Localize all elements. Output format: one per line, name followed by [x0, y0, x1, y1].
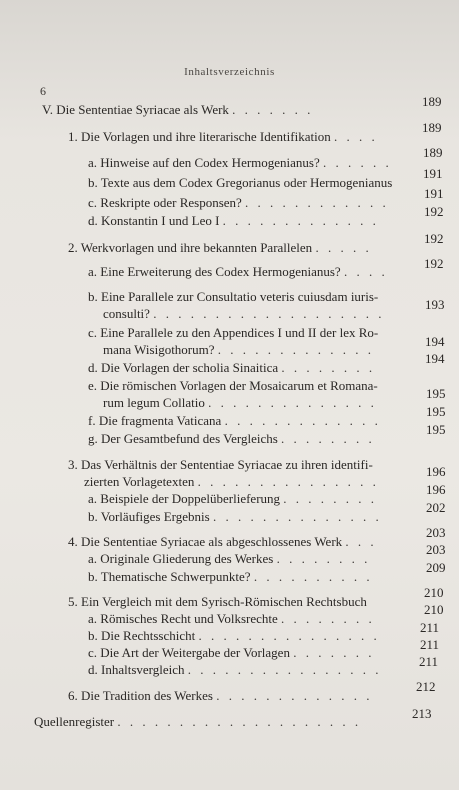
- toc-entry-text: a. Eine Erweiterung des Codex Hermogenianus?: [88, 264, 341, 279]
- toc-entry-text: mana Wisigothorum?: [103, 342, 215, 357]
- toc-entry-text: f. Die fragmenta Vaticana: [88, 413, 222, 428]
- toc-entry-dots: . . .: [345, 534, 377, 549]
- toc-entry: [88, 155, 392, 170]
- toc-entry-dots: . . . .: [343, 264, 388, 279]
- toc-entry: [84, 474, 379, 489]
- toc-entry-text: Quellenregister: [34, 714, 115, 729]
- toc-entry-page: 212: [416, 679, 436, 694]
- toc-entry-dots: . . . . . . . . . . . . . . . .: [187, 662, 382, 677]
- toc-entry: [88, 213, 379, 228]
- toc-entry-page: 193: [425, 297, 445, 312]
- toc-entry-dots: . . . . . . . . . . . . .: [216, 688, 373, 703]
- toc-entry-text: d. Inhaltsvergleich: [88, 662, 185, 677]
- toc-entry: [68, 688, 372, 703]
- toc-entry-dots: . . . . . . . . . . . . . . . . . . . .: [117, 714, 362, 729]
- toc-entry-text: b. Eine Parallele zur Consultatio veteris cuiusdam iuris-: [88, 289, 379, 304]
- toc-entry: [88, 360, 375, 375]
- toc-entry-page: 210: [424, 585, 444, 600]
- toc-entry-text: 3. Das Verhältnis der Sententiae Syriacae zu ihren identifi-: [68, 457, 373, 472]
- toc-entry: [68, 457, 373, 472]
- toc-entry: [103, 395, 377, 410]
- toc-entry-text: consulti?: [103, 306, 150, 321]
- toc-entry: [68, 594, 367, 609]
- toc-entry-dots: . . . . . . . .: [281, 360, 376, 375]
- toc-entry-text: c. Reskripte oder Responsen?: [88, 195, 242, 210]
- toc-entry: [88, 569, 373, 584]
- toc-entry-dots: . . . . . . . . . . . . .: [222, 213, 379, 228]
- toc-entry-text: d. Die Vorlagen der scholia Sinaitica: [88, 360, 279, 375]
- toc-entry-text: g. Der Gesamtbefund des Vergleichs: [88, 431, 278, 446]
- toc-entry-dots: . . . . . . . .: [281, 611, 375, 626]
- toc-entry-text: c. Die Art der Weitergabe der Vorlagen: [88, 645, 290, 660]
- toc-entry-text: zierten Vorlagetexten: [84, 474, 195, 489]
- toc-entry-page: 189: [423, 145, 443, 160]
- toc-entry-page: 203: [426, 542, 446, 557]
- toc-entry-text: b. Die Rechtsschicht: [88, 628, 196, 643]
- toc-entry-dots: . . . . . . . . . . . . .: [217, 342, 375, 357]
- toc-entry: [68, 534, 377, 549]
- toc-entry-dots: . . . . . . . . . . . . . . .: [197, 474, 379, 489]
- toc-entry: [88, 195, 389, 210]
- toc-entry: [88, 611, 375, 626]
- toc-entry-text: V. Die Sententiae Syriacae als Werk: [42, 102, 229, 117]
- toc-entry-dots: . . . . . . . .: [276, 551, 371, 566]
- toc-entry-text: a. Beispiele der Doppelüberlieferung: [88, 491, 281, 506]
- toc-entry-page: 192: [424, 231, 444, 246]
- toc-entry-page: 210: [424, 602, 444, 617]
- toc-entry-dots: . . . . . . . .: [283, 491, 378, 506]
- toc-entry-page: 195: [426, 404, 446, 419]
- toc-entry-dots: . . . . . . . .: [281, 431, 375, 446]
- toc-entry-page: 195: [426, 386, 446, 401]
- toc-entry-text: a. Hinweise auf den Codex Hermogenianus?: [88, 155, 320, 170]
- toc-entry: [42, 102, 313, 117]
- toc-entry-page: 195: [426, 422, 446, 437]
- toc-entry-text: b. Thematische Schwerpunkte?: [88, 569, 251, 584]
- toc-entry-text: 4. Die Sententiae Syriacae als abgeschlossenes Werk: [68, 534, 343, 549]
- toc-entry-page: 189: [422, 94, 442, 109]
- toc-entry: [88, 175, 392, 190]
- toc-entry-dots: . . . . . . .: [293, 645, 375, 660]
- toc-entry: [88, 645, 374, 660]
- toc-entry-page: 196: [426, 482, 446, 497]
- toc-entry: [103, 342, 374, 357]
- toc-entry-dots: . . . . . . . . . . . . . .: [212, 509, 382, 524]
- page-number: 6: [40, 84, 46, 98]
- toc-entry-text: b. Vorläufiges Ergebnis: [88, 509, 210, 524]
- toc-entry-dots: . . . . . . . . . . . . . .: [208, 395, 377, 410]
- toc-entry-dots: . . . . . . . . . . . . .: [224, 413, 381, 428]
- toc-entry: [88, 378, 378, 393]
- toc-entry-dots: . . . . . . . . . . . . . . .: [198, 628, 380, 643]
- toc-entry: [88, 662, 382, 677]
- toc-entry-page: 211: [420, 620, 440, 635]
- toc-entry-page: 191: [424, 186, 444, 201]
- toc-entry-text: a. Römisches Recht und Volksrechte: [88, 611, 278, 626]
- toc-entry-dots: . . . . . . . . . . . .: [245, 195, 389, 210]
- toc-entry-text: 1. Die Vorlagen und ihre literarische Identifikation: [68, 129, 331, 144]
- toc-entry-page: 211: [420, 637, 440, 652]
- toc-entry-dots: . . . .: [333, 129, 378, 144]
- toc-entry-page: 213: [412, 706, 432, 721]
- toc-entry-dots: . . . . . . . . . .: [253, 569, 373, 584]
- toc-entry-page: 194: [425, 351, 445, 366]
- running-head: Inhaltsverzeichnis: [184, 66, 275, 78]
- toc-entry-dots: . . . . . . . . . . . . . . . . . . .: [153, 306, 385, 321]
- toc-entry-page: 189: [422, 120, 442, 135]
- toc-entry-text: rum legum Collatio: [103, 395, 205, 410]
- toc-entry: [88, 628, 380, 643]
- toc-entry-page: 211: [419, 654, 439, 669]
- toc-entry: [88, 289, 378, 304]
- toc-entry-text: 2. Werkvorlagen und ihre bekannten Parallelen: [68, 240, 313, 255]
- toc-entry-page: 191: [423, 166, 443, 181]
- toc-entry: [88, 264, 388, 279]
- toc-entry-page: 203: [426, 525, 446, 540]
- toc-entry: [68, 129, 378, 144]
- toc-entry-text: e. Die römischen Vorlagen der Mosaicarum et Romana-: [88, 378, 378, 393]
- toc-entry-page: 196: [426, 464, 446, 479]
- toc-entry-dots: . . . . . . .: [232, 102, 314, 117]
- toc-entry: [88, 325, 378, 340]
- toc-entry-page: 209: [426, 560, 446, 575]
- toc-entry: [88, 551, 370, 566]
- toc-entry-text: 6. Die Tradition des Werkes: [68, 688, 213, 703]
- toc-entry-page: 192: [424, 256, 444, 271]
- toc-entry: [88, 509, 382, 524]
- toc-entry: [88, 491, 377, 506]
- toc-entry-page: 192: [424, 204, 444, 219]
- toc-entry-page: 194: [425, 334, 445, 349]
- toc-entry: [88, 413, 381, 428]
- toc-entry-dots: . . . . . .: [323, 155, 392, 170]
- toc-entry: [34, 714, 361, 729]
- toc-entry: [68, 240, 372, 255]
- toc-entry: [103, 306, 384, 321]
- toc-entry-text: b. Texte aus dem Codex Gregorianus oder Hermogenianus: [88, 175, 393, 190]
- toc-entry: [88, 431, 375, 446]
- toc-entry-text: a. Originale Gliederung des Werkes: [88, 551, 274, 566]
- toc-entry-text: d. Konstantin I und Leo I: [88, 213, 220, 228]
- toc-entry-dots: . . . . .: [315, 240, 372, 255]
- toc-entry-text: c. Eine Parallele zu den Appendices I und II der lex Ro-: [88, 325, 379, 340]
- toc-entry-page: 202: [426, 500, 446, 515]
- toc-entry-text: 5. Ein Vergleich mit dem Syrisch-Römischen Rechtsbuch: [68, 594, 367, 609]
